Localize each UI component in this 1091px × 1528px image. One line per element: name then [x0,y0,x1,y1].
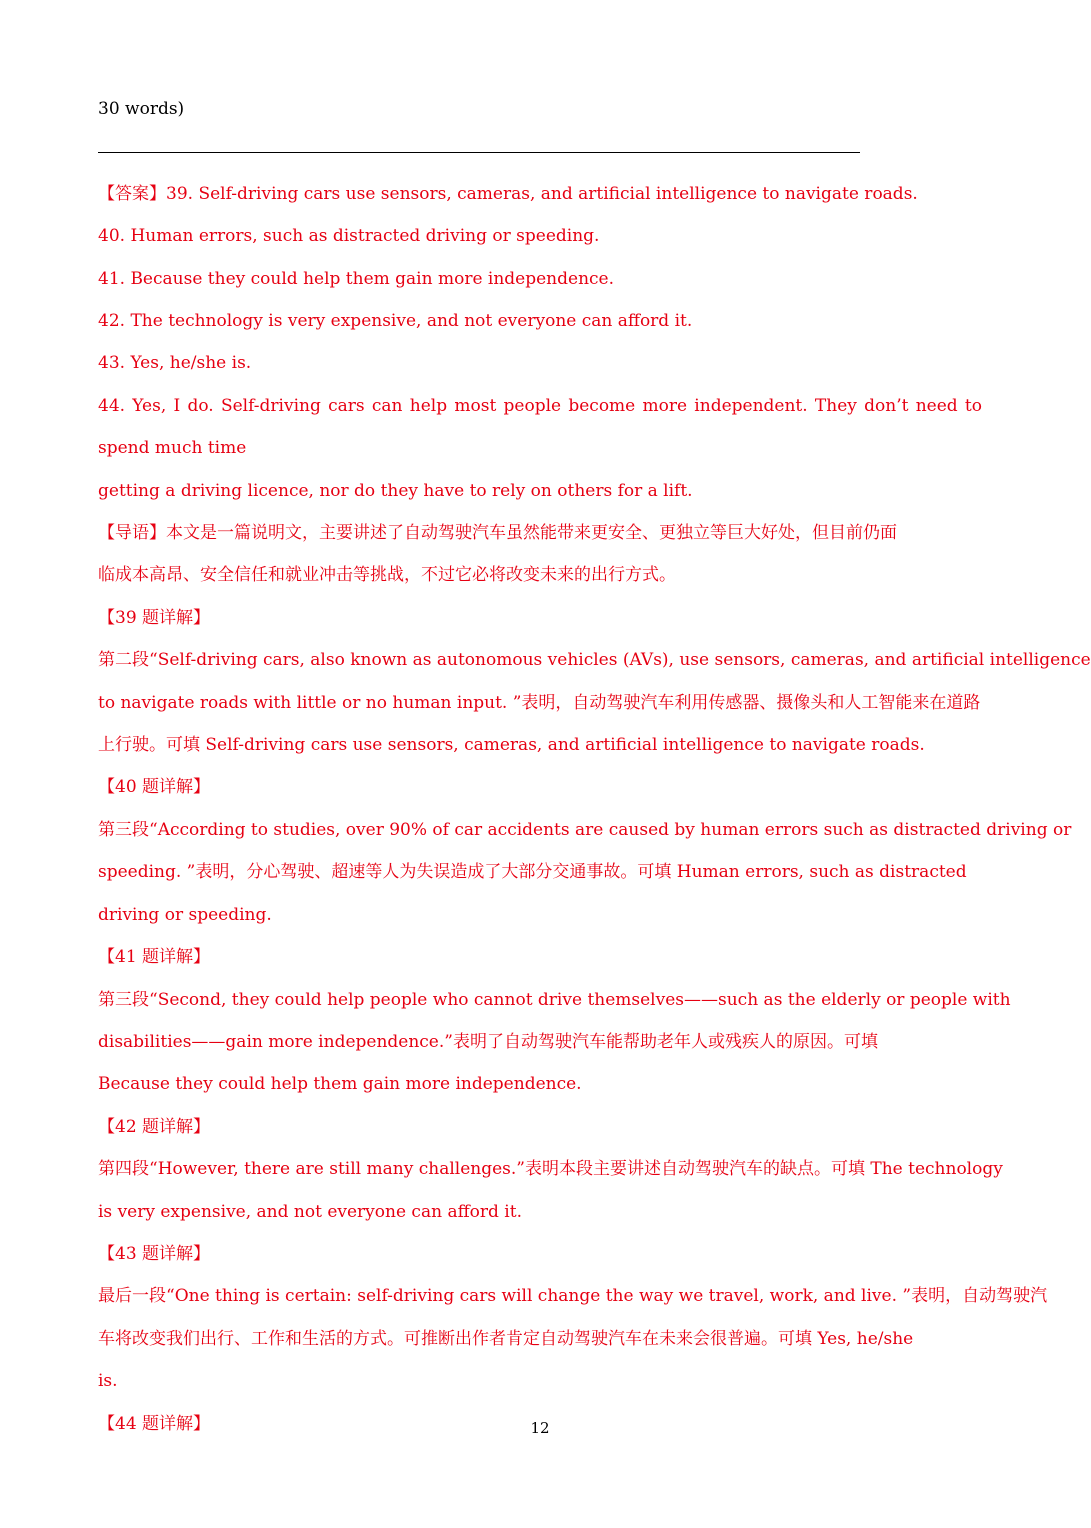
answer-line-39: 【答案】39. Self-driving cars use sensors, cameras, and artificial intelligence to navigate roads. [98,183,918,204]
answer-line-43: 43. Yes, he/she is. [98,353,252,374]
explanation-43-line-3: is. [98,1371,118,1392]
explanation-43-line-2: 车将改变我们出行、工作和生活的方式。可推断出作者肯定自动驾驶汽车在未来会很普遍。可填 Yes, he/she [98,1328,914,1349]
answer-line-44-part-2: getting a driving licence, nor do they have to rely on others for a lift. [98,480,693,501]
answer-blank-line [98,130,982,172]
explanation-41-line-2: disabilities——gain more independence.”表明了自动驾驶汽车能帮助老年人或残疾人的原因。可填 [98,1031,878,1052]
word-limit-text: 30 words) [98,99,185,119]
explanation-heading-40: 【40 题详解】 [98,777,211,798]
explanation-43-line-1: 最后一段“One thing is certain: self-driving cars will change the way we travel, work, and live. ”表明，自动驾驶汽 [98,1286,1048,1307]
explanation-42-line-2: is very expensive, and not everyone can afford it. [98,1201,522,1222]
explanation-40-line-1: 第三段“According to studies, over 90% of car accidents are caused by human errors such as distracted driving or [98,819,1072,840]
explanation-39-line-2: to navigate roads with little or no human input. ”表明，自动驾驶汽车利用传感器、摄像头和人工智能来在道路 [98,692,981,713]
explanation-39-line-1: 第二段“Self-driving cars, also known as autonomous vehicles (AVs), use sensors, cameras, and artificial intelligence [98,650,1091,671]
answer-line-40: 40. Human errors, such as distracted driving or speeding. [98,226,600,247]
explanation-40 [98,766,1072,936]
explanation-heading-42: 【42 题详解】 [98,1116,211,1137]
explanation-heading-41: 【41 题详解】 [98,947,211,968]
answer-underline [98,152,860,153]
intro-line-1: 【导语】本文是一篇说明文，主要讲述了自动驾驶汽车虽然能带来更安全、更独立等巨大好处，但目前仍面 [98,523,897,544]
page-number: 12 [530,1419,550,1437]
explanation-42 [98,1106,1003,1233]
explanation-heading-43: 【43 题详解】 [98,1243,211,1264]
explanation-42-line-1: 第四段“However, there are still many challenges.”表明本段主要讲述自动驾驶汽车的缺点。可填 The technology [98,1159,1003,1180]
explanation-40-line-2: speeding. ”表明，分心驾驶、超速等人为失误造成了大部分交通事故。可填 Human errors, such as distracted [98,862,967,883]
explanation-41 [98,936,1011,1106]
explanation-43 [98,1233,1048,1403]
explanation-heading-44: 【44 题详解】 [98,1413,211,1434]
explanation-41-line-1: 第三段“Second, they could help people who cannot drive themselves——such as the elderly or people with [98,989,1011,1010]
explanation-heading-39: 【39 题详解】 [98,607,211,628]
explanation-39-line-3: 上行驶。可填 Self-driving cars use sensors, cameras, and artificial intelligence to navigate roads. [98,735,925,756]
answer-section [98,173,982,512]
answer-line-41: 41. Because they could help them gain more independence. [98,268,615,289]
intro-section [98,512,982,597]
explanation-41-line-3: Because they could help them gain more independence. [98,1074,582,1095]
answer-line-42: 42. The technology is very expensive, and not everyone can afford it. [98,311,693,332]
explanation-40-line-3: driving or speeding. [98,904,272,925]
intro-line-2: 临成本高昂、安全信任和就业冲击等挑战，不过它必将改变未来的出行方式。 [98,565,676,586]
page-content [98,88,1091,1445]
explanation-39 [98,597,1091,767]
answer-line-44-part-1: 44. Yes, I do. Self-driving cars can help most people become more independent. They don’t need to spend much time [98,395,982,459]
